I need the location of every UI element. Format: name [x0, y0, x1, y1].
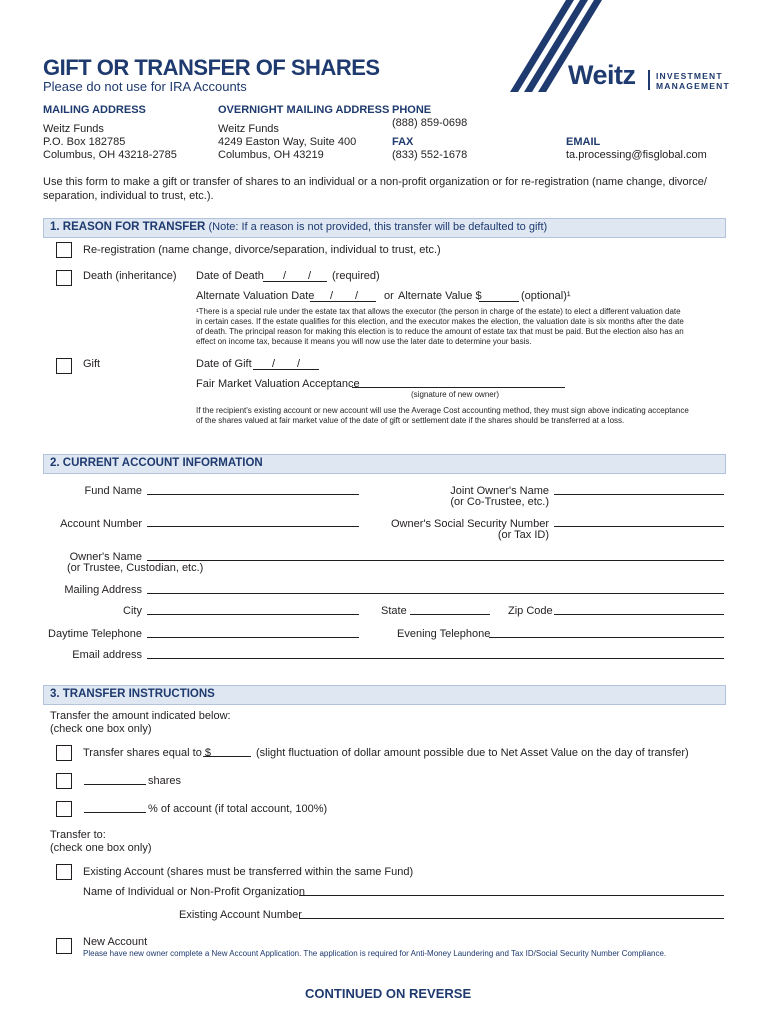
existing-account-checkbox[interactable]: [56, 864, 72, 880]
email-field[interactable]: [147, 658, 724, 659]
owner-name-sublabel: (or Trustee, Custodian, etc.): [67, 562, 204, 574]
phone-label: PHONE: [392, 104, 432, 116]
joint-owner-field[interactable]: [554, 494, 724, 495]
email-field-label: Email address: [72, 649, 142, 661]
transfer-dollars-checkbox[interactable]: [56, 745, 72, 761]
required-label: (required): [332, 270, 380, 282]
mailing-line: Weitz Funds: [43, 123, 104, 135]
page-subtitle: Please do not use for IRA Accounts: [43, 79, 247, 94]
footnote-text: of death. The principal reason for making this election is to reduce the amount of estate tax that must be paid. But the election also has an: [196, 327, 684, 336]
section-1-title: 1. REASON FOR TRANSFER: [50, 221, 206, 233]
mailing-line: Columbus, OH 43218-2785: [43, 149, 177, 161]
owner-ssn-sublabel: (or Tax ID): [497, 529, 549, 541]
logo-divider: [648, 70, 650, 90]
fund-name-label: Fund Name: [84, 485, 142, 497]
intro-text: separation, individual to trust, etc.).: [43, 190, 214, 202]
amount-heading: Transfer the amount indicated below:: [50, 710, 231, 722]
check-one-note: (check one box only): [50, 842, 152, 854]
new-account-label: New Account: [83, 936, 148, 948]
transfer-shares-field[interactable]: [84, 784, 146, 785]
overnight-line: Columbus, OH 43219: [218, 149, 324, 161]
gift-checkbox[interactable]: [56, 358, 72, 374]
footnote-text: ¹There is a special rule under the estate tax that allows the executor (the person in charge of the estate) to elect a different valuation date: [196, 307, 681, 316]
zip-label: Zip Code: [508, 605, 553, 617]
optional-label: (optional)¹: [521, 290, 571, 302]
mailing-address-label: MAILING ADDRESS: [43, 104, 146, 116]
logo-name: Weitz: [568, 60, 636, 90]
transfer-dollars-note: (slight fluctuation of dollar amount possible due to Net Asset Value on the day of transfer): [256, 747, 689, 759]
check-one-note: (check one box only): [50, 723, 152, 735]
eve-phone-field[interactable]: [489, 637, 724, 638]
fmv-label: Fair Market Valuation Acceptance: [196, 378, 360, 390]
date-slash: /: [355, 290, 359, 302]
gift-label: Gift: [83, 358, 101, 370]
account-number-label: Account Number: [60, 518, 142, 530]
owner-ssn-field[interactable]: [554, 526, 724, 527]
date-slash: /: [297, 358, 301, 370]
fund-name-field[interactable]: [147, 494, 359, 495]
overnight-line: 4249 Easton Way, Suite 400: [218, 136, 357, 148]
name-individual-label: Name of Individual or Non-Profit Organization: [83, 886, 305, 898]
footnote-text: in certain cases. If the estate qualifies for this election, and the executor makes the election, the valuation date is six months after the date: [196, 317, 684, 326]
section-2-title: 2. CURRENT ACCOUNT INFORMATION: [50, 457, 263, 469]
date-slash: /: [330, 290, 334, 302]
avg-cost-note: If the recipient's existing account or new account will use the Average Cost accounting method, they must sign above indicating acceptance: [196, 406, 689, 415]
account-number-field[interactable]: [147, 526, 359, 527]
footnote-text: effect on income tax, because it means you will now use the later date to determine your basis.: [196, 337, 532, 346]
date-of-gift-label: Date of Gift: [196, 358, 252, 370]
state-field[interactable]: [410, 614, 490, 615]
mailing-address-field-label: Mailing Address: [64, 584, 142, 596]
state-label: State: [381, 605, 407, 617]
fax-value: (833) 552-1678: [392, 149, 468, 161]
death-checkbox[interactable]: [56, 270, 72, 286]
logo-line2: MANAGEMENT: [656, 81, 730, 91]
section-3-title: 3. TRANSFER INSTRUCTIONS: [50, 688, 215, 700]
city-label: City: [123, 605, 142, 617]
or-label: or: [384, 290, 394, 302]
owner-name-label: Owner's Name: [69, 551, 142, 563]
fmv-signature-field[interactable]: [352, 387, 565, 388]
alt-value-label: Alternate Value $: [398, 290, 482, 302]
section-1-header: [43, 218, 726, 238]
section-2-header: [43, 454, 726, 474]
day-phone-field[interactable]: [147, 637, 359, 638]
mailing-line: P.O. Box 182785: [43, 136, 126, 148]
owner-ssn-label: Owner's Social Security Number: [391, 518, 549, 530]
continued-footer: CONTINUED ON REVERSE: [305, 986, 472, 1001]
signature-note: (signature of new owner): [411, 390, 500, 399]
transfer-dollars-label: Transfer shares equal to $: [83, 747, 211, 759]
existing-account-label: Existing Account (shares must be transferred within the same Fund): [83, 866, 414, 878]
page-title: GIFT OR TRANSFER OF SHARES: [43, 55, 380, 80]
alt-valuation-date-label: Alternate Valuation Date: [196, 290, 315, 302]
date-of-gift-field[interactable]: [253, 369, 319, 370]
city-field[interactable]: [147, 614, 359, 615]
section-3-header: [43, 685, 726, 705]
transfer-percent-label: % of account (if total account, 100%): [148, 803, 328, 815]
transfer-shares-label: shares: [148, 775, 182, 787]
date-slash: /: [272, 358, 276, 370]
transfer-shares-checkbox[interactable]: [56, 773, 72, 789]
name-individual-field[interactable]: [299, 895, 724, 896]
zip-field[interactable]: [554, 614, 724, 615]
email-value: ta.processing@fisglobal.com: [566, 149, 707, 161]
alt-value-field[interactable]: [479, 301, 519, 302]
alt-valuation-date-field[interactable]: [310, 301, 376, 302]
existing-number-field[interactable]: [299, 918, 724, 919]
date-of-death-label: Date of Death: [196, 270, 264, 282]
existing-number-label: Existing Account Number: [179, 909, 302, 921]
email-label: EMAIL: [566, 136, 601, 148]
reregistration-label: Re-registration (name change, divorce/separation, individual to trust, etc.): [83, 244, 441, 256]
joint-owner-sublabel: (or Co-Trustee, etc.): [450, 496, 549, 508]
section-1-note: (Note: If a reason is not provided, this transfer will be defaulted to gift): [208, 221, 548, 233]
transfer-percent-field[interactable]: [84, 812, 146, 813]
date-of-death-field[interactable]: [263, 281, 327, 282]
date-slash: /: [308, 270, 312, 282]
day-phone-label: Daytime Telephone: [48, 628, 142, 640]
overnight-line: Weitz Funds: [218, 123, 279, 135]
death-label: Death (inheritance): [83, 270, 177, 282]
fax-label: FAX: [392, 136, 414, 148]
intro-text: Use this form to make a gift or transfer of shares to an individual or a non-profit organization or for re-registration (name change, divorce/: [43, 176, 707, 188]
transfer-dollars-field[interactable]: [203, 756, 251, 757]
new-account-checkbox[interactable]: [56, 938, 72, 954]
logo-line1: INVESTMENT: [656, 71, 723, 81]
avg-cost-note: of the shares valued at fair market value of the date of gift or settlement date if the shares should be transferred at a loss.: [196, 416, 625, 425]
transfer-to-heading: Transfer to:: [50, 829, 106, 841]
new-account-note: Please have new owner complete a New Account Application. The application is required for Anti-Money Laundering and Tax ID/Social Security Number Compliance.: [83, 949, 667, 958]
owner-name-field[interactable]: [147, 560, 724, 561]
transfer-percent-checkbox[interactable]: [56, 801, 72, 817]
joint-owner-label: Joint Owner's Name: [450, 485, 549, 497]
phone-value: (888) 859-0698: [392, 117, 468, 129]
reregistration-checkbox[interactable]: [56, 242, 72, 258]
eve-phone-label: Evening Telephone: [397, 628, 491, 640]
overnight-address-label: OVERNIGHT MAILING ADDRESS: [218, 104, 390, 116]
mailing-address-field[interactable]: [147, 593, 724, 594]
date-slash: /: [283, 270, 287, 282]
